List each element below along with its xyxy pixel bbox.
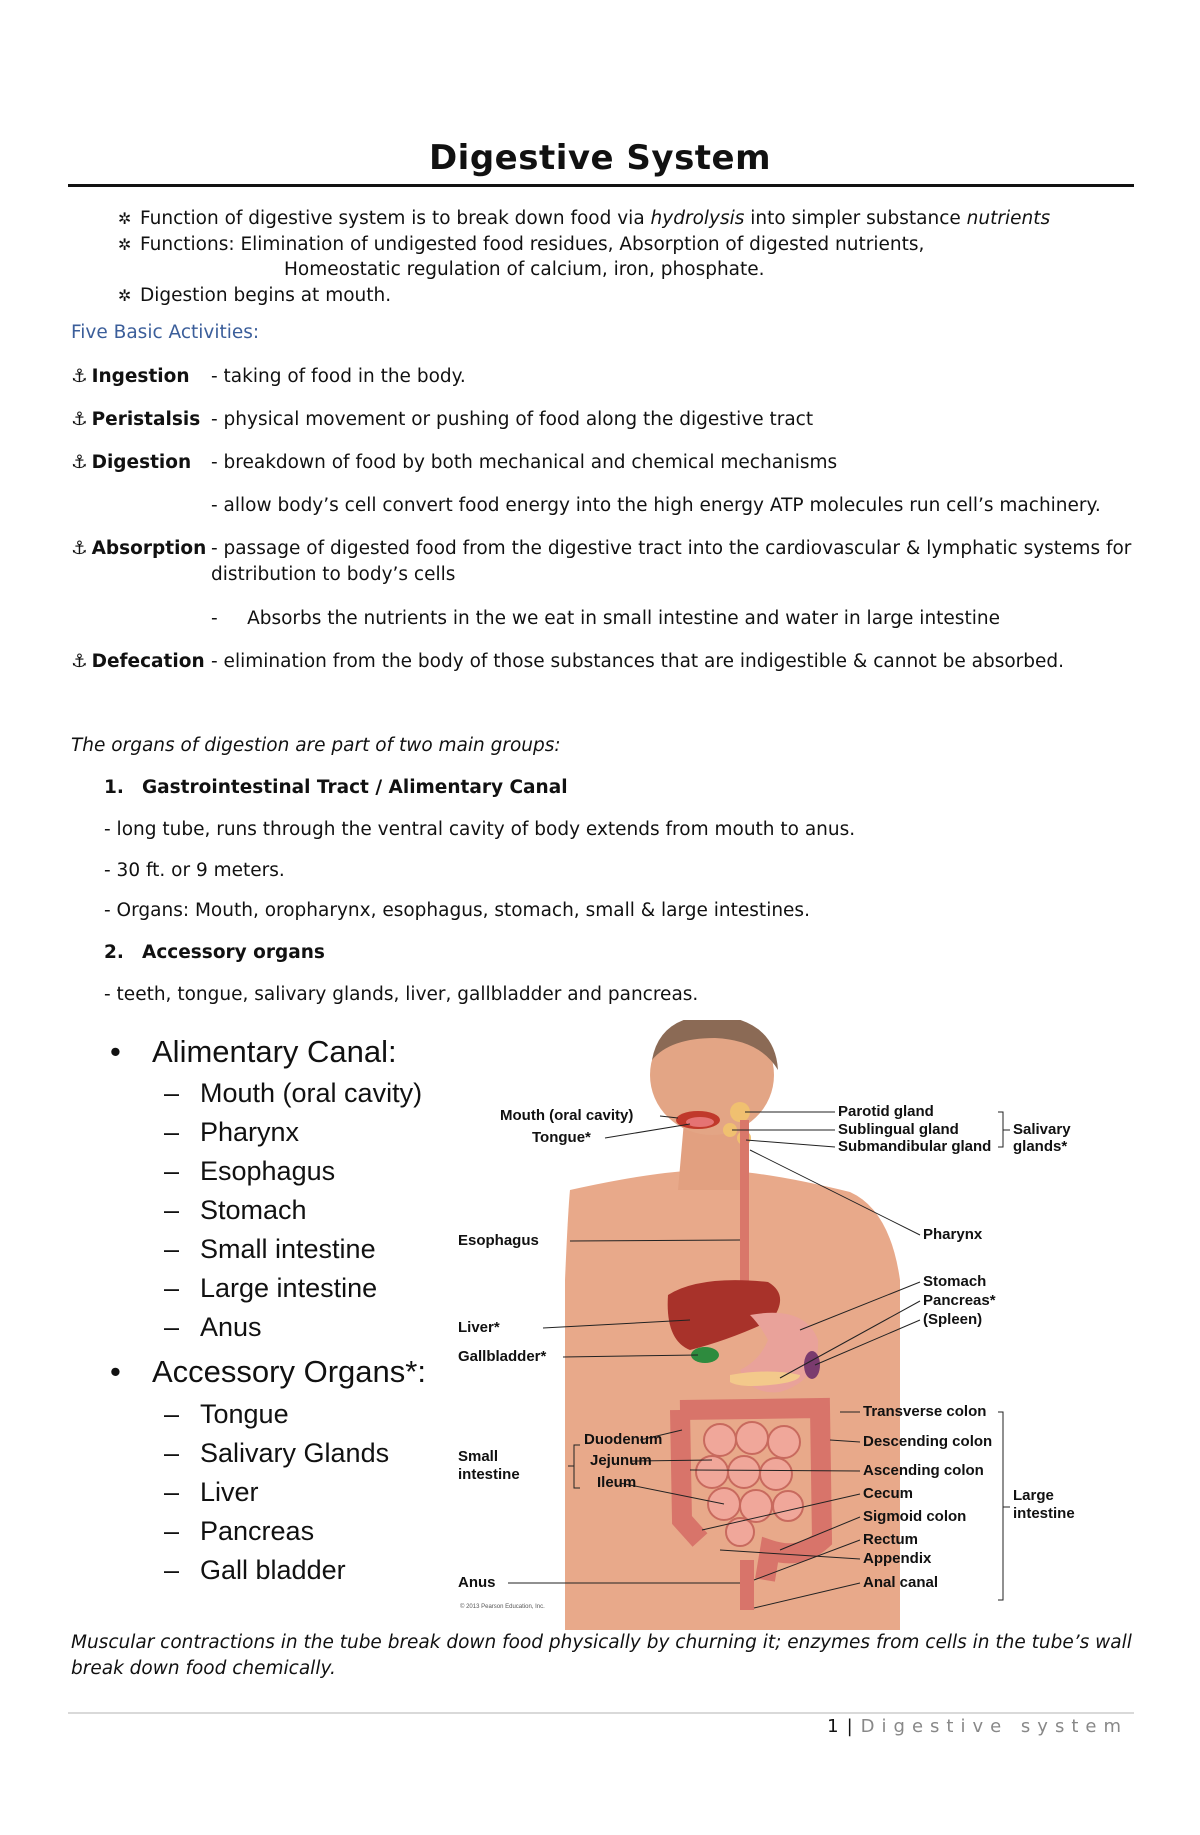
footer-separator: | [846, 1716, 853, 1737]
intro-item [118, 232, 1050, 258]
label-pharynx: Pharynx [923, 1226, 983, 1243]
group-line: - long tube, runs through the ventral cavity of body extends from mouth to anus. [104, 819, 856, 840]
page-footer [827, 1716, 1128, 1737]
label-small-intestine: intestine [458, 1466, 520, 1483]
list-item: Large intestine [200, 1273, 378, 1303]
dash: – [164, 1156, 180, 1186]
label-stomach: Stomach [923, 1273, 987, 1290]
section-heading: Five Basic Activities: [71, 322, 260, 343]
dash: – [164, 1273, 180, 1303]
dash: – [164, 1195, 180, 1225]
activity-term: Peristalsis [91, 409, 201, 430]
copyright-note: © 2013 Pearson Education, Inc. [460, 1604, 545, 1610]
label-liver: Liver* [458, 1319, 500, 1336]
list-item: Small intestine [200, 1234, 376, 1264]
intro-text: Digestion begins at mouth. [140, 284, 392, 306]
label-anal-canal: Anal canal [863, 1574, 939, 1591]
group-line: - 30 ft. or 9 meters. [104, 860, 285, 881]
accessory-list [164, 1399, 389, 1585]
label-esophagus: Esophagus [458, 1232, 539, 1249]
activity-desc: - passage of digested food from the digestive tract into the cardiovascular & lymphatic systems for distribution to body’s cells [211, 538, 1132, 585]
label-transverse: Transverse colon [863, 1403, 987, 1420]
title-rule [68, 184, 1134, 187]
list-item: Tongue [200, 1399, 289, 1429]
group-heading [104, 777, 568, 798]
list-item: Gall bladder [200, 1555, 346, 1585]
figure-caption: Muscular contractions in the tube break down food physically by churning it; enzymes from cells in the tube’s wall break down food chemically. [71, 1632, 1132, 1679]
label-sublingual: Sublingual gland [838, 1121, 959, 1138]
dash: – [164, 1234, 180, 1264]
list-item: Mouth (oral cavity) [200, 1078, 423, 1108]
list-item: Stomach [200, 1195, 307, 1225]
label-ileum: Ileum [597, 1474, 637, 1491]
activity-term: Ingestion [91, 366, 190, 387]
label-sigmoid: Sigmoid colon [863, 1508, 967, 1525]
list-item: Liver [200, 1477, 259, 1507]
activity-desc: - elimination from the body of those substances that are indigestible & cannot be absorbed. [211, 651, 1065, 672]
intro-text: Function of digestive system is to break down food via [140, 208, 651, 229]
label-cecum: Cecum [863, 1485, 914, 1502]
footer-title: Digestive system [860, 1716, 1128, 1737]
dash: – [164, 1516, 180, 1546]
anchor-icon: ⚓ [71, 452, 88, 473]
anchor-icon: ⚓ [71, 366, 88, 387]
group-title: Accessory organs [142, 942, 325, 963]
list-item: Esophagus [200, 1156, 336, 1186]
tongue-shape [686, 1117, 714, 1127]
alimentary-list [164, 1078, 422, 1342]
label-anus: Anus [458, 1574, 496, 1591]
anchor-icon: ⚓ [71, 651, 88, 672]
label-gallbladder: Gallbladder* [458, 1348, 547, 1365]
list-heading-accessory: Accessory Organs*: [152, 1354, 426, 1389]
label-spleen: (Spleen) [923, 1311, 983, 1328]
group-title: Gastrointestinal Tract / Alimentary Canal [142, 777, 568, 798]
label-glands: glands* [1013, 1138, 1068, 1155]
list-heading-alimentary: Alimentary Canal: [152, 1034, 397, 1069]
group-number: 2. [104, 942, 124, 963]
activity-desc: - taking of food in the body. [211, 366, 466, 387]
activity-desc: - Absorbs the nutrients in the we eat in small intestine and water in large intestine [211, 608, 1000, 629]
label-small: Small [458, 1448, 499, 1465]
spleen-shape [804, 1351, 820, 1379]
intro-list [118, 206, 1050, 308]
list-item: Salivary Glands [200, 1438, 390, 1468]
activity-term: Defecation [91, 651, 205, 672]
dash: – [164, 1399, 180, 1429]
group-number: 1. [104, 777, 124, 798]
intro-emphasis: nutrients [966, 208, 1051, 229]
label-large: Large [1013, 1487, 1054, 1504]
activity-term: Absorption [91, 538, 207, 559]
footer-rule [68, 1712, 1134, 1714]
groups-intro: The organs of digestion are part of two main groups: [71, 735, 561, 756]
intro-item [118, 283, 1050, 309]
label-large-intestine: intestine [1013, 1505, 1075, 1522]
label-descending: Descending colon [863, 1433, 993, 1450]
rectum-shape [740, 1560, 754, 1610]
group-heading [104, 942, 325, 963]
anchor-icon: ⚓ [71, 409, 88, 430]
intro-item [118, 206, 1050, 232]
intro-emphasis: hydrolysis [650, 208, 745, 229]
activity-desc: - physical movement or pushing of food along the digestive tract [211, 409, 814, 430]
label-duodenum: Duodenum [584, 1431, 663, 1448]
label-mouth: Mouth (oral cavity) [500, 1107, 634, 1124]
group-line: - Organs: Mouth, oropharynx, esophagus, stomach, small & large intestines. [104, 900, 810, 921]
digestive-figure [100, 1020, 1130, 1630]
label-ascending: Ascending colon [863, 1462, 984, 1479]
label-tongue: Tongue* [532, 1129, 591, 1146]
label-pancreas: Pancreas* [923, 1292, 996, 1309]
page-title: Digestive System [428, 138, 772, 178]
dash: – [164, 1312, 180, 1342]
list-item: Pancreas [200, 1516, 315, 1546]
bullet-dot: • [110, 1034, 121, 1069]
label-parotid: Parotid gland [838, 1103, 934, 1120]
label-jejunum: Jejunum [590, 1452, 652, 1469]
activity-desc: - allow body’s cell convert food energy into the high energy ATP molecules run cell’s machinery. [211, 495, 1101, 516]
activity-desc: - breakdown of food by both mechanical and chemical mechanisms [211, 452, 838, 473]
list-item: Anus [200, 1312, 262, 1342]
label-rectum: Rectum [863, 1531, 919, 1548]
dash: – [164, 1117, 180, 1147]
group-line: - teeth, tongue, salivary glands, liver, gallbladder and pancreas. [104, 984, 699, 1005]
gear-bullet-icon: ✲ [118, 234, 132, 254]
anchor-icon: ⚓ [71, 538, 88, 559]
list-item: Pharynx [200, 1117, 300, 1147]
label-salivary: Salivary [1013, 1121, 1071, 1138]
dash: – [164, 1438, 180, 1468]
label-submandibular: Submandibular gland [838, 1138, 992, 1155]
label-appendix: Appendix [863, 1550, 932, 1567]
intro-continuation: Homeostatic regulation of calcium, iron, phosphate. [284, 259, 765, 280]
dash: – [164, 1477, 180, 1507]
bullet-dot: • [110, 1354, 121, 1389]
gear-bullet-icon: ✲ [118, 285, 132, 305]
intro-text: into simpler substance [744, 208, 967, 229]
dash: – [164, 1555, 180, 1585]
activity-term: Digestion [91, 452, 192, 473]
intro-text: Functions: Elimination of undigested food residues, Absorption of digested nutrients, [140, 233, 925, 255]
dash: – [164, 1078, 180, 1108]
page-number: 1 [827, 1716, 839, 1737]
gear-bullet-icon: ✲ [118, 209, 132, 228]
